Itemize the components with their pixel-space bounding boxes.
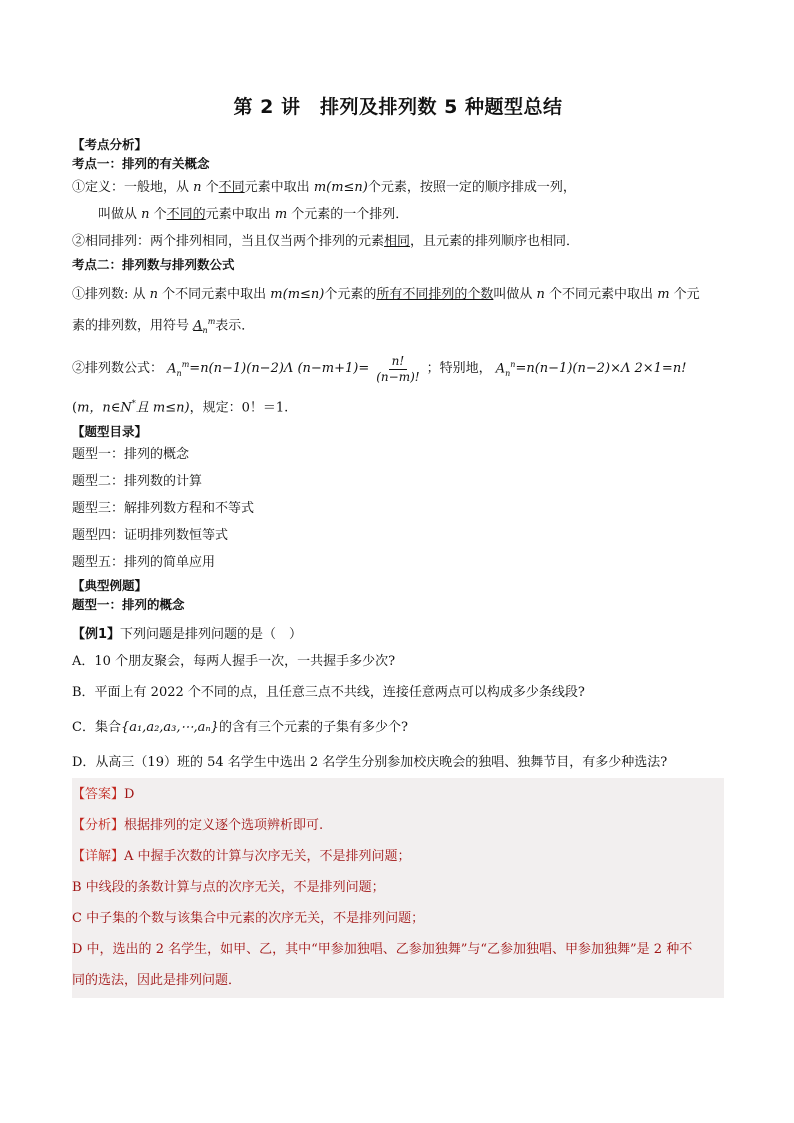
cond-star: * bbox=[131, 398, 136, 408]
kp2-num-text-d: 叫做从 bbox=[493, 287, 537, 302]
kp1-line2-text-b: 个 bbox=[149, 207, 167, 222]
list-item: 题型二：排列数的计算 bbox=[72, 474, 203, 490]
kp1-same-underlined: 相同 bbox=[384, 234, 411, 249]
kp1-def-text-d: 个元素，按照一定的顺序排成一列， bbox=[367, 180, 576, 195]
detail-line: B 中线段的条数计算与点的次序无关，不是排列问题； bbox=[72, 880, 385, 896]
example1-stem bbox=[72, 621, 724, 648]
example1-label: 【例1】 bbox=[72, 627, 121, 643]
kp2-line2-text-b: 表示． bbox=[215, 318, 255, 334]
type1-heading: 题型一：排列的概念 bbox=[72, 597, 185, 613]
kp2-formula-label: ②排列数公式： bbox=[72, 361, 164, 377]
option-c-text-b: 的含有三个元素的子集有多少个? bbox=[218, 720, 408, 736]
kp1-same-text-b: ，且元素的排列顺序也相同． bbox=[410, 234, 580, 249]
kp1-line2-n: n bbox=[141, 207, 150, 222]
kp2-symbol-sup: m bbox=[207, 317, 216, 326]
kp2-num-text-c: 个元素的 bbox=[324, 287, 377, 302]
formula-lhs-expression: =n(n−1)(n−2)Λ (n−m+1)= bbox=[189, 361, 370, 377]
detail-line: 同的选法，因此是排列问题． bbox=[72, 973, 242, 989]
answer-tag: 【答案】 bbox=[72, 787, 125, 803]
detail-line: C 中子集的个数与该集合中元素的次序无关，不是排列问题； bbox=[72, 911, 425, 927]
cond-vars: m，n∈N bbox=[77, 400, 132, 416]
section-analysis-heading: 【考点分析】 bbox=[72, 137, 148, 152]
option-c bbox=[72, 714, 724, 741]
cond-rel: 且 m≤n) bbox=[135, 400, 190, 416]
kp1-def-m: m(m≤n) bbox=[313, 180, 368, 195]
kp1-def-n: n bbox=[193, 180, 202, 195]
kp2-num-m: m(m≤n) bbox=[270, 287, 325, 302]
kp2-heading: 考点二：排列数与排列数公式 bbox=[72, 257, 235, 272]
formula-rhs-expression: =n(n−1)(n−2)×Λ 2×1=n! bbox=[515, 361, 687, 377]
analysis-text: 根据排列的定义逐个选项辨析即可. bbox=[124, 818, 324, 834]
formula-lhs-symbol: $A_n^m$ bbox=[163, 359, 190, 378]
kp2-num-n2: n bbox=[536, 287, 545, 302]
kp2-formula bbox=[72, 348, 724, 391]
cond-rule: ，规定：0！＝1. bbox=[189, 400, 289, 416]
option-d: D．从高三（19）班的 54 名学生中选出 2 名学生分别参加校庆晚会的独唱、独舞节目，有多少种选法? bbox=[72, 755, 668, 771]
section-types-heading: 【题型目录】 bbox=[72, 424, 148, 440]
document-content bbox=[72, 92, 724, 998]
kp1-def-text-a: ①定义：一般地，从 bbox=[72, 180, 194, 195]
cond-open: ( bbox=[72, 400, 78, 416]
kp1-def-text-c: 元素中取出 bbox=[244, 180, 314, 195]
kp2-num-text-f: 个元 bbox=[669, 287, 700, 302]
detail-line: D 中，选出的 2 名学生，如甲、乙，其中“甲参加独唱、乙参加独舞”与“乙参加独唱、甲参加独舞”是 2 种不 bbox=[72, 942, 693, 958]
detail-tag: 【详解】 bbox=[72, 849, 125, 865]
option-c-text-a: C．集合 bbox=[72, 720, 121, 736]
analysis-tag: 【分析】 bbox=[72, 818, 125, 834]
list-item: 题型五：排列的简单应用 bbox=[72, 555, 216, 571]
kp1-line2-text-d: 个元素的一个排列． bbox=[287, 207, 409, 222]
kp2-num-text-a: ①排列数: 从 bbox=[72, 287, 150, 302]
kp1-definition-line2 bbox=[72, 201, 724, 228]
kp1-same-permutation bbox=[72, 228, 724, 255]
kp2-num-m2: m bbox=[657, 287, 670, 302]
answer-line bbox=[72, 779, 724, 810]
kp1-def-underlined: 不同 bbox=[218, 180, 245, 195]
formula-fraction bbox=[373, 354, 422, 385]
formula-special-label: ；特别地， bbox=[426, 361, 492, 377]
section-examples-heading: 【典型例题】 bbox=[72, 578, 148, 594]
answer-value: D bbox=[124, 787, 135, 803]
formula-rhs-symbol: $A_n^n$ bbox=[491, 359, 516, 378]
kp1-line2-m: m bbox=[274, 207, 288, 222]
kp2-line2-text-a: 素的排列数，用符号 bbox=[72, 318, 194, 334]
kp1-line2-text-a: 叫做从 bbox=[98, 207, 142, 222]
kp1-heading: 考点一：排列的有关概念 bbox=[72, 156, 210, 171]
option-b: B．平面上有 2022 个不同的点，且任意三点不共线，连接任意两点可以构成多少条线段? bbox=[72, 685, 585, 701]
fraction-denominator: (n−m)! bbox=[376, 369, 420, 384]
list-item: 题型一：排列的概念 bbox=[72, 447, 190, 463]
solution-block bbox=[72, 778, 724, 998]
kp2-symbol-A: A bbox=[193, 318, 203, 334]
detail-text: A 中握手次数的计算与次序无关，不是排列问题； bbox=[124, 849, 411, 865]
kp2-num-text-b: 个不同元素中取出 bbox=[158, 287, 271, 302]
analysis-line bbox=[72, 810, 724, 841]
fraction-numerator: n! bbox=[389, 354, 408, 370]
list-item: 题型四：证明排列数恒等式 bbox=[72, 528, 229, 544]
option-a: A．10 个朋友聚会，每两人握手一次，一共握手多少次? bbox=[72, 654, 396, 670]
kp1-line2-underlined: 不同的 bbox=[166, 207, 206, 222]
kp2-num-underlined: 所有不同排列的个数 bbox=[376, 287, 494, 302]
kp2-permutation-number bbox=[72, 281, 724, 308]
kp2-symbol-sub: n bbox=[202, 325, 208, 335]
kp2-num-n: n bbox=[149, 287, 159, 302]
kp1-def-text-b: 个 bbox=[201, 180, 219, 195]
kp1-definition bbox=[72, 174, 724, 201]
kp2-permutation-number-line2 bbox=[72, 308, 724, 344]
kp1-line2-text-c: 元素中取出 bbox=[205, 207, 275, 222]
example1-question: 下列问题是排列问题的是（ ） bbox=[120, 627, 303, 643]
kp2-condition bbox=[72, 391, 724, 420]
kp1-same-text-a: ②相同排列：两个排列相同，当且仅当两个排列的元素 bbox=[72, 234, 385, 249]
page-title: 第 2 讲 排列及排列数 5 种题型总结 bbox=[233, 96, 563, 118]
type-list bbox=[72, 441, 724, 576]
kp2-num-text-e: 个不同元素中取出 bbox=[544, 287, 658, 302]
detail-line bbox=[72, 841, 724, 872]
list-item: 题型三：解排列数方程和不等式 bbox=[72, 501, 255, 517]
option-c-set: {a₁,a₂,a₃,⋯,aₙ} bbox=[120, 720, 219, 736]
